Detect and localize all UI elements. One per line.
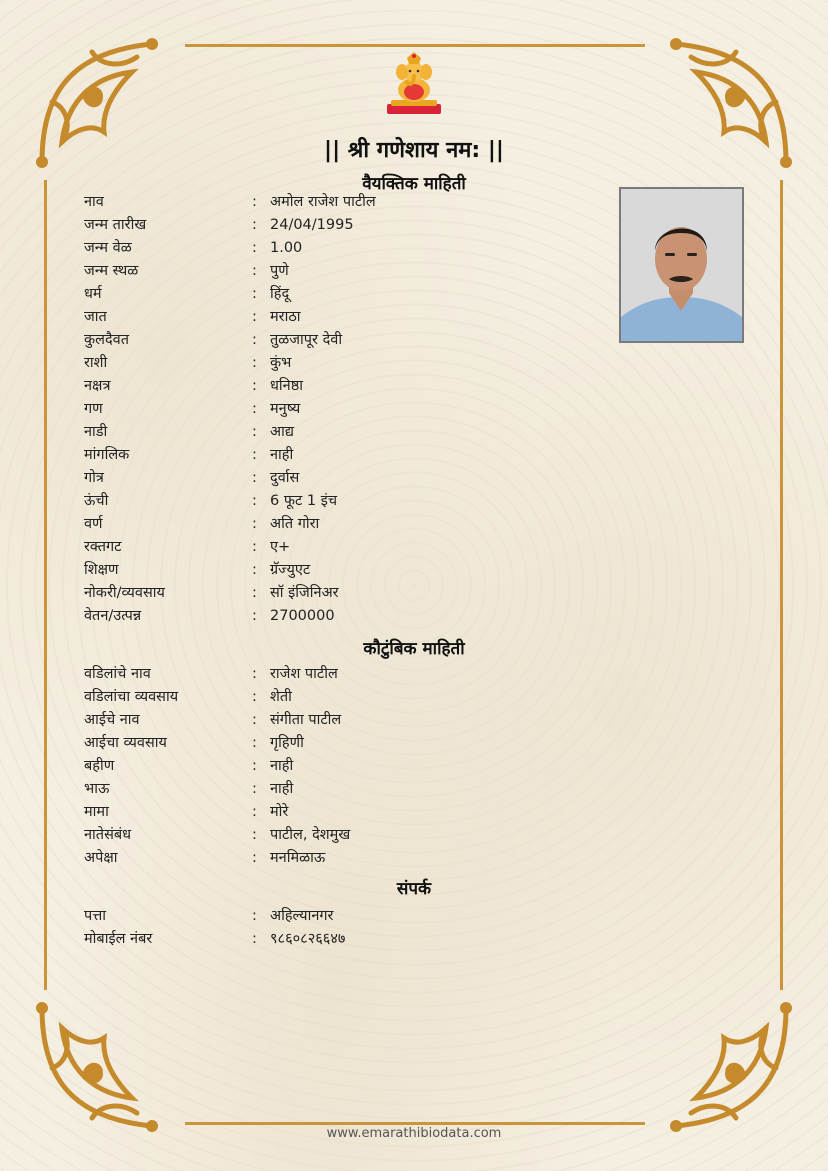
field-separator: : [252,447,257,463]
person-photo-icon [621,189,742,341]
field-separator: : [252,401,257,417]
field-separator: : [252,332,257,348]
field-label: वडिलांचा व्यवसाय [84,689,179,705]
field-value: तुळजापूर देवी [270,332,343,348]
field-value: अहिल्यानगर [270,908,334,924]
field-value: आद्य [270,424,294,440]
field-value: राजेश पाटील [270,666,338,682]
field-label: वर्ण [84,516,103,532]
field-value: ए+ [270,539,291,555]
field-label: शिक्षण [84,562,119,578]
field-separator: : [252,309,257,325]
field-separator: : [252,263,257,279]
field-value: 6 फूट 1 इंच [270,493,338,509]
frame-top-line [185,44,645,47]
field-separator: : [252,689,257,705]
field-value: हिंदू [270,286,290,302]
field-separator: : [252,585,257,601]
field-label: वडिलांचे नाव [84,666,151,682]
field-label: रक्तगट [84,539,122,555]
frame-left-line [44,180,47,990]
field-value: मराठा [270,309,301,325]
field-label: मांगलिक [84,447,130,463]
field-value: 24/04/1995 [270,217,354,233]
field-value: 2700000 [270,608,335,624]
corner-ornament-bottom-left [32,998,172,1138]
field-separator: : [252,781,257,797]
field-label: नोकरी/व्यवसाय [84,585,165,601]
field-label: नाडी [84,424,108,440]
field-label: बहीण [84,758,115,774]
field-value: मोरे [270,804,289,820]
field-label: ऊंची [84,493,109,509]
field-label: मामा [84,804,109,820]
field-separator: : [252,712,257,728]
field-label: कुलदैवत [84,332,129,348]
field-separator: : [252,355,257,371]
field-value: मनमिळाऊ [270,850,326,866]
field-separator: : [252,608,257,624]
field-separator: : [252,493,257,509]
field-value: अति गोरा [270,516,320,532]
field-separator: : [252,240,257,256]
page-title: || श्री गणेशाय नम: || [324,138,504,163]
field-label: नातेसंबंध [84,827,132,843]
field-separator: : [252,470,257,486]
field-separator: : [252,827,257,843]
field-value: नाही [270,758,294,774]
field-label: जात [84,309,107,325]
field-separator: : [252,217,257,233]
field-label: नक्षत्र [84,378,111,394]
section-heading-contact: संपर्क [396,879,432,899]
field-value: अमोल राजेश पाटील [270,194,376,210]
field-value: दुर्वास [270,470,300,486]
ganesha-icon [383,50,445,116]
field-label: मोबाईल नंबर [84,931,153,947]
field-label: जन्म स्थळ [84,263,139,279]
field-separator: : [252,194,257,210]
field-value: सॉ इंजिनिअर [270,585,339,601]
profile-photo [619,187,744,343]
frame-right-line [780,180,783,990]
field-label: जन्म वेळ [84,240,132,256]
field-separator: : [252,286,257,302]
field-separator: : [252,378,257,394]
field-value: गृहिणी [270,735,304,751]
field-separator: : [252,804,257,820]
section-heading-family: कौटुंबिक माहिती [363,639,465,659]
field-value: नाही [270,447,294,463]
field-label: आईचे नाव [84,712,140,728]
field-value: 1.00 [270,240,303,256]
field-label: अपेक्षा [84,850,118,866]
field-separator: : [252,539,257,555]
field-value: मनुष्य [270,401,301,417]
field-value: कुंभ [270,355,292,371]
field-separator: : [252,666,257,682]
field-label: धर्म [84,286,102,302]
field-label: भाऊ [84,781,110,797]
field-label: गोत्र [84,470,104,486]
frame-bottom-line [185,1122,645,1125]
field-separator: : [252,424,257,440]
field-value: संगीता पाटील [270,712,342,728]
field-label: जन्म तारीख [84,217,147,233]
field-label: गण [84,401,103,417]
field-value: नाही [270,781,294,797]
field-value: पाटील, देशमुख [270,827,351,843]
field-separator: : [252,931,257,947]
field-value: ९८६०८२६६४७ [270,931,346,947]
field-separator: : [252,908,257,924]
field-label: पत्ता [84,908,107,924]
footer-website: www.emarathibiodata.com [326,1126,502,1141]
field-separator: : [252,758,257,774]
field-label: आईचा व्यवसाय [84,735,167,751]
field-separator: : [252,850,257,866]
field-label: राशी [84,355,108,371]
field-separator: : [252,562,257,578]
field-label: नाव [84,194,104,210]
field-label: वेतन/उत्पन्न [84,608,142,624]
section-heading-personal: वैयक्तिक माहिती [362,174,466,194]
corner-ornament-bottom-right [656,998,796,1138]
field-value: पुणे [270,263,289,279]
field-separator: : [252,735,257,751]
field-value: ग्रॅज्युएट [270,562,311,578]
field-separator: : [252,516,257,532]
field-value: धनिष्ठा [270,378,304,394]
field-value: शेती [270,689,292,705]
